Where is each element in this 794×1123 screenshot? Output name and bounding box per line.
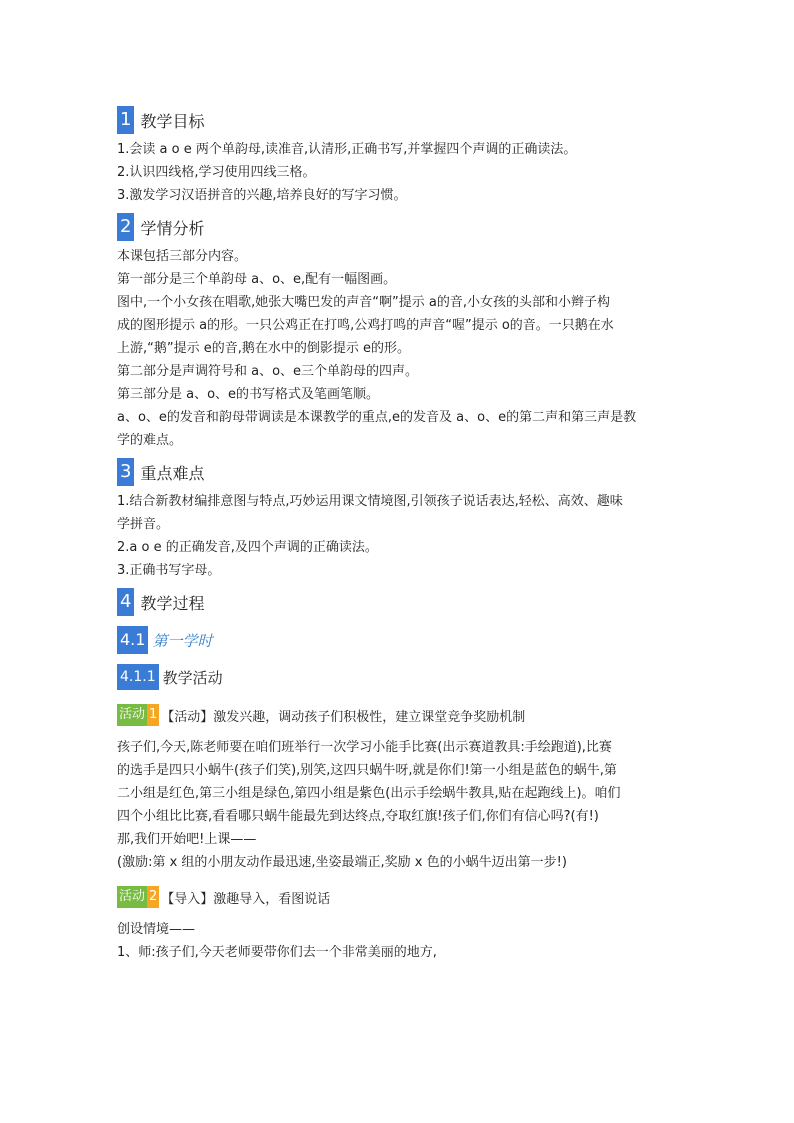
activity-title: 【活动】激发兴趣，调动孩子们积极性，建立课堂竞争奖励机制 xyxy=(161,709,526,725)
paragraph: 1.结合新教材编排意图与特点,巧妙运用课文情境图,引领孩子说话表达,轻松、高效、趣味 xyxy=(117,494,623,509)
heading-number: 4 xyxy=(117,588,134,616)
heading-first-lesson xyxy=(117,624,677,656)
paragraph: 上游,“鹅”提示 e的音,鹅在水中的倒影提示 e的形。 xyxy=(117,341,410,356)
paragraph: 1.会读 a o e 两个单韵母,读准音,认清形,正确书写,并掌握四个声调的正确读法。 xyxy=(117,142,577,157)
paragraph: 3.正确书写字母。 xyxy=(117,563,221,578)
heading-number: 4.1.1 xyxy=(117,664,159,690)
paragraph: 二小组是红色,第三小组是绿色,第四小组是紫色(出示手绘蜗牛教具,贴在起跑线上)。咱们 xyxy=(117,786,621,801)
paragraph: 本课包括三部分内容。 xyxy=(117,249,248,264)
paragraph: 1、师:孩子们,今天老师要带你们去一个非常美丽的地方, xyxy=(117,945,437,960)
heading-teaching-activities xyxy=(117,662,677,692)
heading-number: 1 xyxy=(117,106,134,134)
paragraph: 创设情境—— xyxy=(117,922,196,937)
paragraph: 3.激发学习汉语拼音的兴趣,培养良好的写字习惯。 xyxy=(117,188,407,203)
paragraph: 孩子们,今天,陈老师要在咱们班举行一次学习小能手比赛(出示赛道教具:手绘跑道),比赛 xyxy=(117,740,612,755)
activity-number: 2 xyxy=(147,886,159,908)
activity-tag: 活动 xyxy=(117,704,147,726)
heading-number: 4.1 xyxy=(117,626,148,654)
heading-title: 教学过程 xyxy=(140,593,205,613)
paragraph: 图中,一个小女孩在唱歌,她张大嘴巴发的声音“啊”提示 a的音,小女孩的头部和小辫子构 xyxy=(117,295,610,310)
heading-student-analysis xyxy=(117,211,677,243)
paragraph: (激励:第 x 组的小朋友动作最迅速,坐姿最端正,奖励 x 色的小蜗牛迈出第一步!) xyxy=(117,855,567,870)
paragraph: 那,我们开始吧!上课—— xyxy=(117,832,257,847)
heading-key-points xyxy=(117,456,677,488)
paragraph: 第一部分是三个单韵母 a、o、e,配有一幅图画。 xyxy=(117,272,397,287)
paragraph: 2.认识四线格,学习使用四线三格。 xyxy=(117,165,316,180)
paragraph: 2.a o e 的正确发音,及四个声调的正确读法。 xyxy=(117,540,378,555)
heading-title: 第一学时 xyxy=(152,631,213,650)
paragraph: a、o、e的发音和韵母带调读是本课教学的重点,e的发音及 a、o、e的第二声和第三声是教 xyxy=(117,410,637,425)
heading-teaching-goals xyxy=(117,104,677,136)
paragraph: 的选手是四只小蜗牛(孩子们笑),别笑,这四只蜗牛呀,就是你们!第一小组是蓝色的蜗牛,第 xyxy=(117,763,617,778)
activity-number: 1 xyxy=(147,704,159,726)
activity-heading-2 xyxy=(117,884,677,910)
heading-title: 教学目标 xyxy=(140,111,205,131)
paragraph: 学拼音。 xyxy=(117,517,170,532)
heading-teaching-process xyxy=(117,586,677,618)
paragraph: 第二部分是声调符号和 a、o、e三个单韵母的四声。 xyxy=(117,364,419,379)
heading-title: 教学活动 xyxy=(162,668,223,687)
paragraph: 成的图形提示 a的形。一只公鸡正在打鸣,公鸡打鸣的声音“喔”提示 o的音。一只鹅在水 xyxy=(117,318,614,333)
heading-title: 学情分析 xyxy=(140,218,205,238)
activity-tag: 活动 xyxy=(117,886,147,908)
document-page xyxy=(117,100,677,964)
activity-title: 【导入】激趣导入，看图说话 xyxy=(161,891,331,907)
activity-heading-1 xyxy=(117,702,677,728)
heading-number: 3 xyxy=(117,458,134,486)
paragraph: 学的难点。 xyxy=(117,433,183,448)
paragraph: 第三部分是 a、o、e的书写格式及笔画笔顺。 xyxy=(117,387,380,402)
heading-title: 重点难点 xyxy=(140,463,205,483)
paragraph: 四个小组比比赛,看看哪只蜗牛能最先到达终点,夺取红旗!孩子们,你们有信心吗?(有!) xyxy=(117,809,599,824)
heading-number: 2 xyxy=(117,213,134,241)
